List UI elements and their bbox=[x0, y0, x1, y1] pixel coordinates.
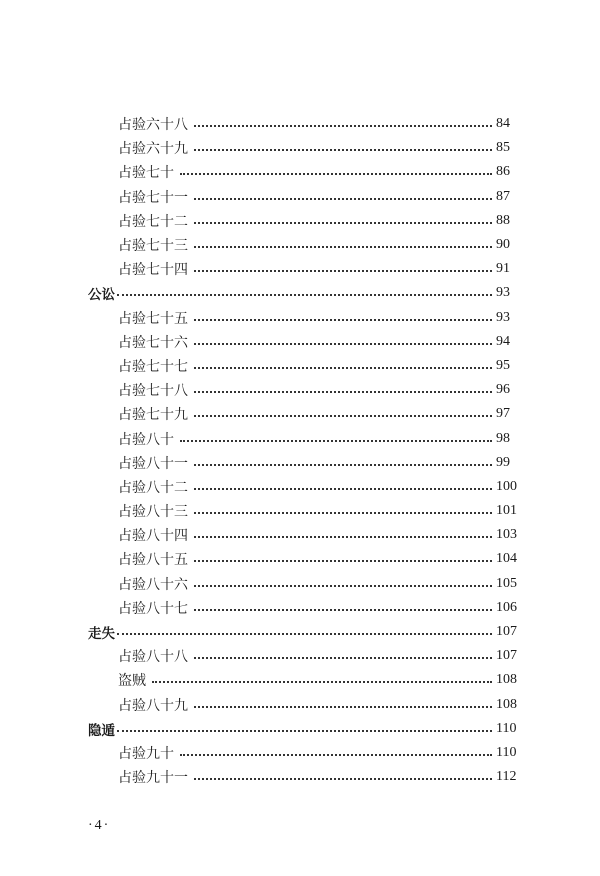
toc-entry-page: 107 bbox=[496, 624, 517, 640]
table-of-contents bbox=[0, 112, 600, 789]
toc-entry-title: 占验八十九 bbox=[118, 697, 188, 714]
toc-entry-title: 占验七十八 bbox=[118, 383, 188, 400]
page-number: ·4· bbox=[88, 818, 111, 833]
dot-leader bbox=[194, 464, 492, 466]
dot-leader bbox=[180, 173, 492, 175]
toc-entry-page: 103 bbox=[496, 527, 517, 543]
dot-leader bbox=[194, 512, 492, 514]
toc-entry-page: 86 bbox=[496, 164, 510, 180]
toc-entry-page: 105 bbox=[496, 575, 517, 591]
toc-entry-title: 盗贼 bbox=[118, 673, 146, 690]
toc-entry-title: 占验八十七 bbox=[118, 600, 188, 617]
dot-leader bbox=[117, 633, 492, 635]
dot-leader bbox=[194, 488, 492, 490]
toc-entry bbox=[0, 451, 600, 475]
toc-entry-page: 94 bbox=[496, 333, 510, 349]
toc-entry-page: 110 bbox=[496, 744, 517, 760]
toc-entry-title: 占验八十八 bbox=[118, 649, 188, 666]
toc-entry-title: 走失 bbox=[88, 626, 115, 643]
dot-leader bbox=[194, 246, 492, 248]
toc-entry-title: 占验七十七 bbox=[118, 358, 188, 375]
toc-entry-page: 99 bbox=[496, 454, 510, 470]
toc-entry bbox=[0, 693, 600, 717]
dot-leader bbox=[194, 415, 492, 417]
toc-entry-title: 占验七十九 bbox=[118, 407, 188, 424]
dot-leader bbox=[180, 440, 492, 442]
toc-entry-title: 占验七十二 bbox=[118, 213, 188, 230]
toc-entry-title: 占验八十六 bbox=[118, 576, 188, 593]
toc-entry-page: 100 bbox=[496, 478, 517, 494]
toc-entry-title: 占验七十四 bbox=[118, 262, 188, 279]
toc-entry-page: 96 bbox=[496, 382, 510, 398]
dot-leader bbox=[117, 730, 492, 732]
dot-leader bbox=[194, 125, 492, 127]
toc-entry-page: 104 bbox=[496, 551, 517, 567]
toc-entry-page: 91 bbox=[496, 261, 510, 277]
toc-entry-title: 占验六十八 bbox=[118, 117, 188, 134]
toc-entry-page: 108 bbox=[496, 696, 517, 712]
toc-entry-title: 占验八十二 bbox=[118, 479, 188, 496]
toc-entry-page: 108 bbox=[496, 672, 517, 688]
toc-entry bbox=[0, 306, 600, 330]
toc-entry bbox=[0, 185, 600, 209]
toc-entry-title: 占验七十五 bbox=[118, 310, 188, 327]
toc-entry-title: 占验七十一 bbox=[118, 189, 188, 206]
toc-entry-title: 占验七十 bbox=[118, 165, 174, 182]
toc-entry-title: 占验七十六 bbox=[118, 334, 188, 351]
toc-entry-title: 公讼 bbox=[88, 287, 115, 304]
toc-entry-page: 85 bbox=[496, 140, 510, 156]
dot-leader bbox=[194, 585, 492, 587]
dot-leader bbox=[194, 343, 492, 345]
toc-entry bbox=[0, 668, 600, 692]
toc-entry bbox=[0, 402, 600, 426]
toc-entry-title: 占验九十 bbox=[118, 745, 174, 762]
toc-entry-title: 占验八十三 bbox=[118, 504, 188, 521]
toc-entry-page: 90 bbox=[496, 237, 510, 253]
dot-leader bbox=[194, 391, 492, 393]
dot-leader bbox=[194, 270, 492, 272]
toc-entry-title: 占验九十一 bbox=[118, 770, 188, 787]
dot-leader bbox=[194, 778, 492, 780]
dot-leader bbox=[194, 706, 492, 708]
toc-entry bbox=[0, 644, 600, 668]
toc-entry bbox=[0, 160, 600, 184]
toc-entry bbox=[0, 112, 600, 136]
toc-entry bbox=[0, 547, 600, 571]
toc-entry-page: 93 bbox=[496, 309, 510, 325]
dot-leader bbox=[194, 657, 492, 659]
dot-leader bbox=[194, 609, 492, 611]
dot-leader bbox=[194, 222, 492, 224]
toc-entry-page: 112 bbox=[496, 769, 517, 785]
toc-entry bbox=[0, 330, 600, 354]
toc-entry-title: 占验八十一 bbox=[118, 455, 188, 472]
toc-section bbox=[0, 620, 600, 644]
toc-entry-title: 占验七十三 bbox=[118, 238, 188, 255]
toc-entry-page: 106 bbox=[496, 599, 517, 615]
toc-entry bbox=[0, 475, 600, 499]
toc-entry-page: 84 bbox=[496, 116, 510, 132]
toc-entry-page: 95 bbox=[496, 357, 510, 373]
dot-leader bbox=[194, 198, 492, 200]
toc-entry bbox=[0, 426, 600, 450]
dot-leader bbox=[117, 294, 492, 296]
toc-entry bbox=[0, 257, 600, 281]
dot-leader bbox=[194, 149, 492, 151]
toc-entry bbox=[0, 354, 600, 378]
toc-entry-title: 隐遁 bbox=[88, 722, 115, 739]
toc-entry-page: 88 bbox=[496, 212, 510, 228]
dot-leader bbox=[194, 536, 492, 538]
toc-entry bbox=[0, 233, 600, 257]
toc-entry-title: 占验八十五 bbox=[118, 552, 188, 569]
toc-entry-page: 98 bbox=[496, 430, 510, 446]
toc-entry bbox=[0, 765, 600, 789]
toc-entry-page: 87 bbox=[496, 188, 510, 204]
toc-entry bbox=[0, 523, 600, 547]
toc-entry bbox=[0, 378, 600, 402]
toc-section bbox=[0, 281, 600, 305]
dot-leader bbox=[180, 754, 492, 756]
toc-entry bbox=[0, 499, 600, 523]
dot-leader bbox=[152, 681, 492, 683]
toc-entry-page: 107 bbox=[496, 648, 517, 664]
toc-entry-page: 101 bbox=[496, 503, 517, 519]
toc-entry bbox=[0, 596, 600, 620]
toc-entry-title: 占验八十四 bbox=[118, 528, 188, 545]
toc-entry-page: 110 bbox=[496, 720, 517, 736]
dot-leader bbox=[194, 560, 492, 562]
toc-entry-page: 97 bbox=[496, 406, 510, 422]
toc-entry bbox=[0, 209, 600, 233]
toc-section bbox=[0, 717, 600, 741]
toc-entry-title: 占验六十九 bbox=[118, 141, 188, 158]
toc-entry bbox=[0, 741, 600, 765]
dot-leader bbox=[194, 367, 492, 369]
toc-entry-title: 占验八十 bbox=[118, 431, 174, 448]
dot-leader bbox=[194, 319, 492, 321]
toc-entry-page: 93 bbox=[496, 285, 510, 301]
toc-entry bbox=[0, 136, 600, 160]
toc-entry bbox=[0, 572, 600, 596]
